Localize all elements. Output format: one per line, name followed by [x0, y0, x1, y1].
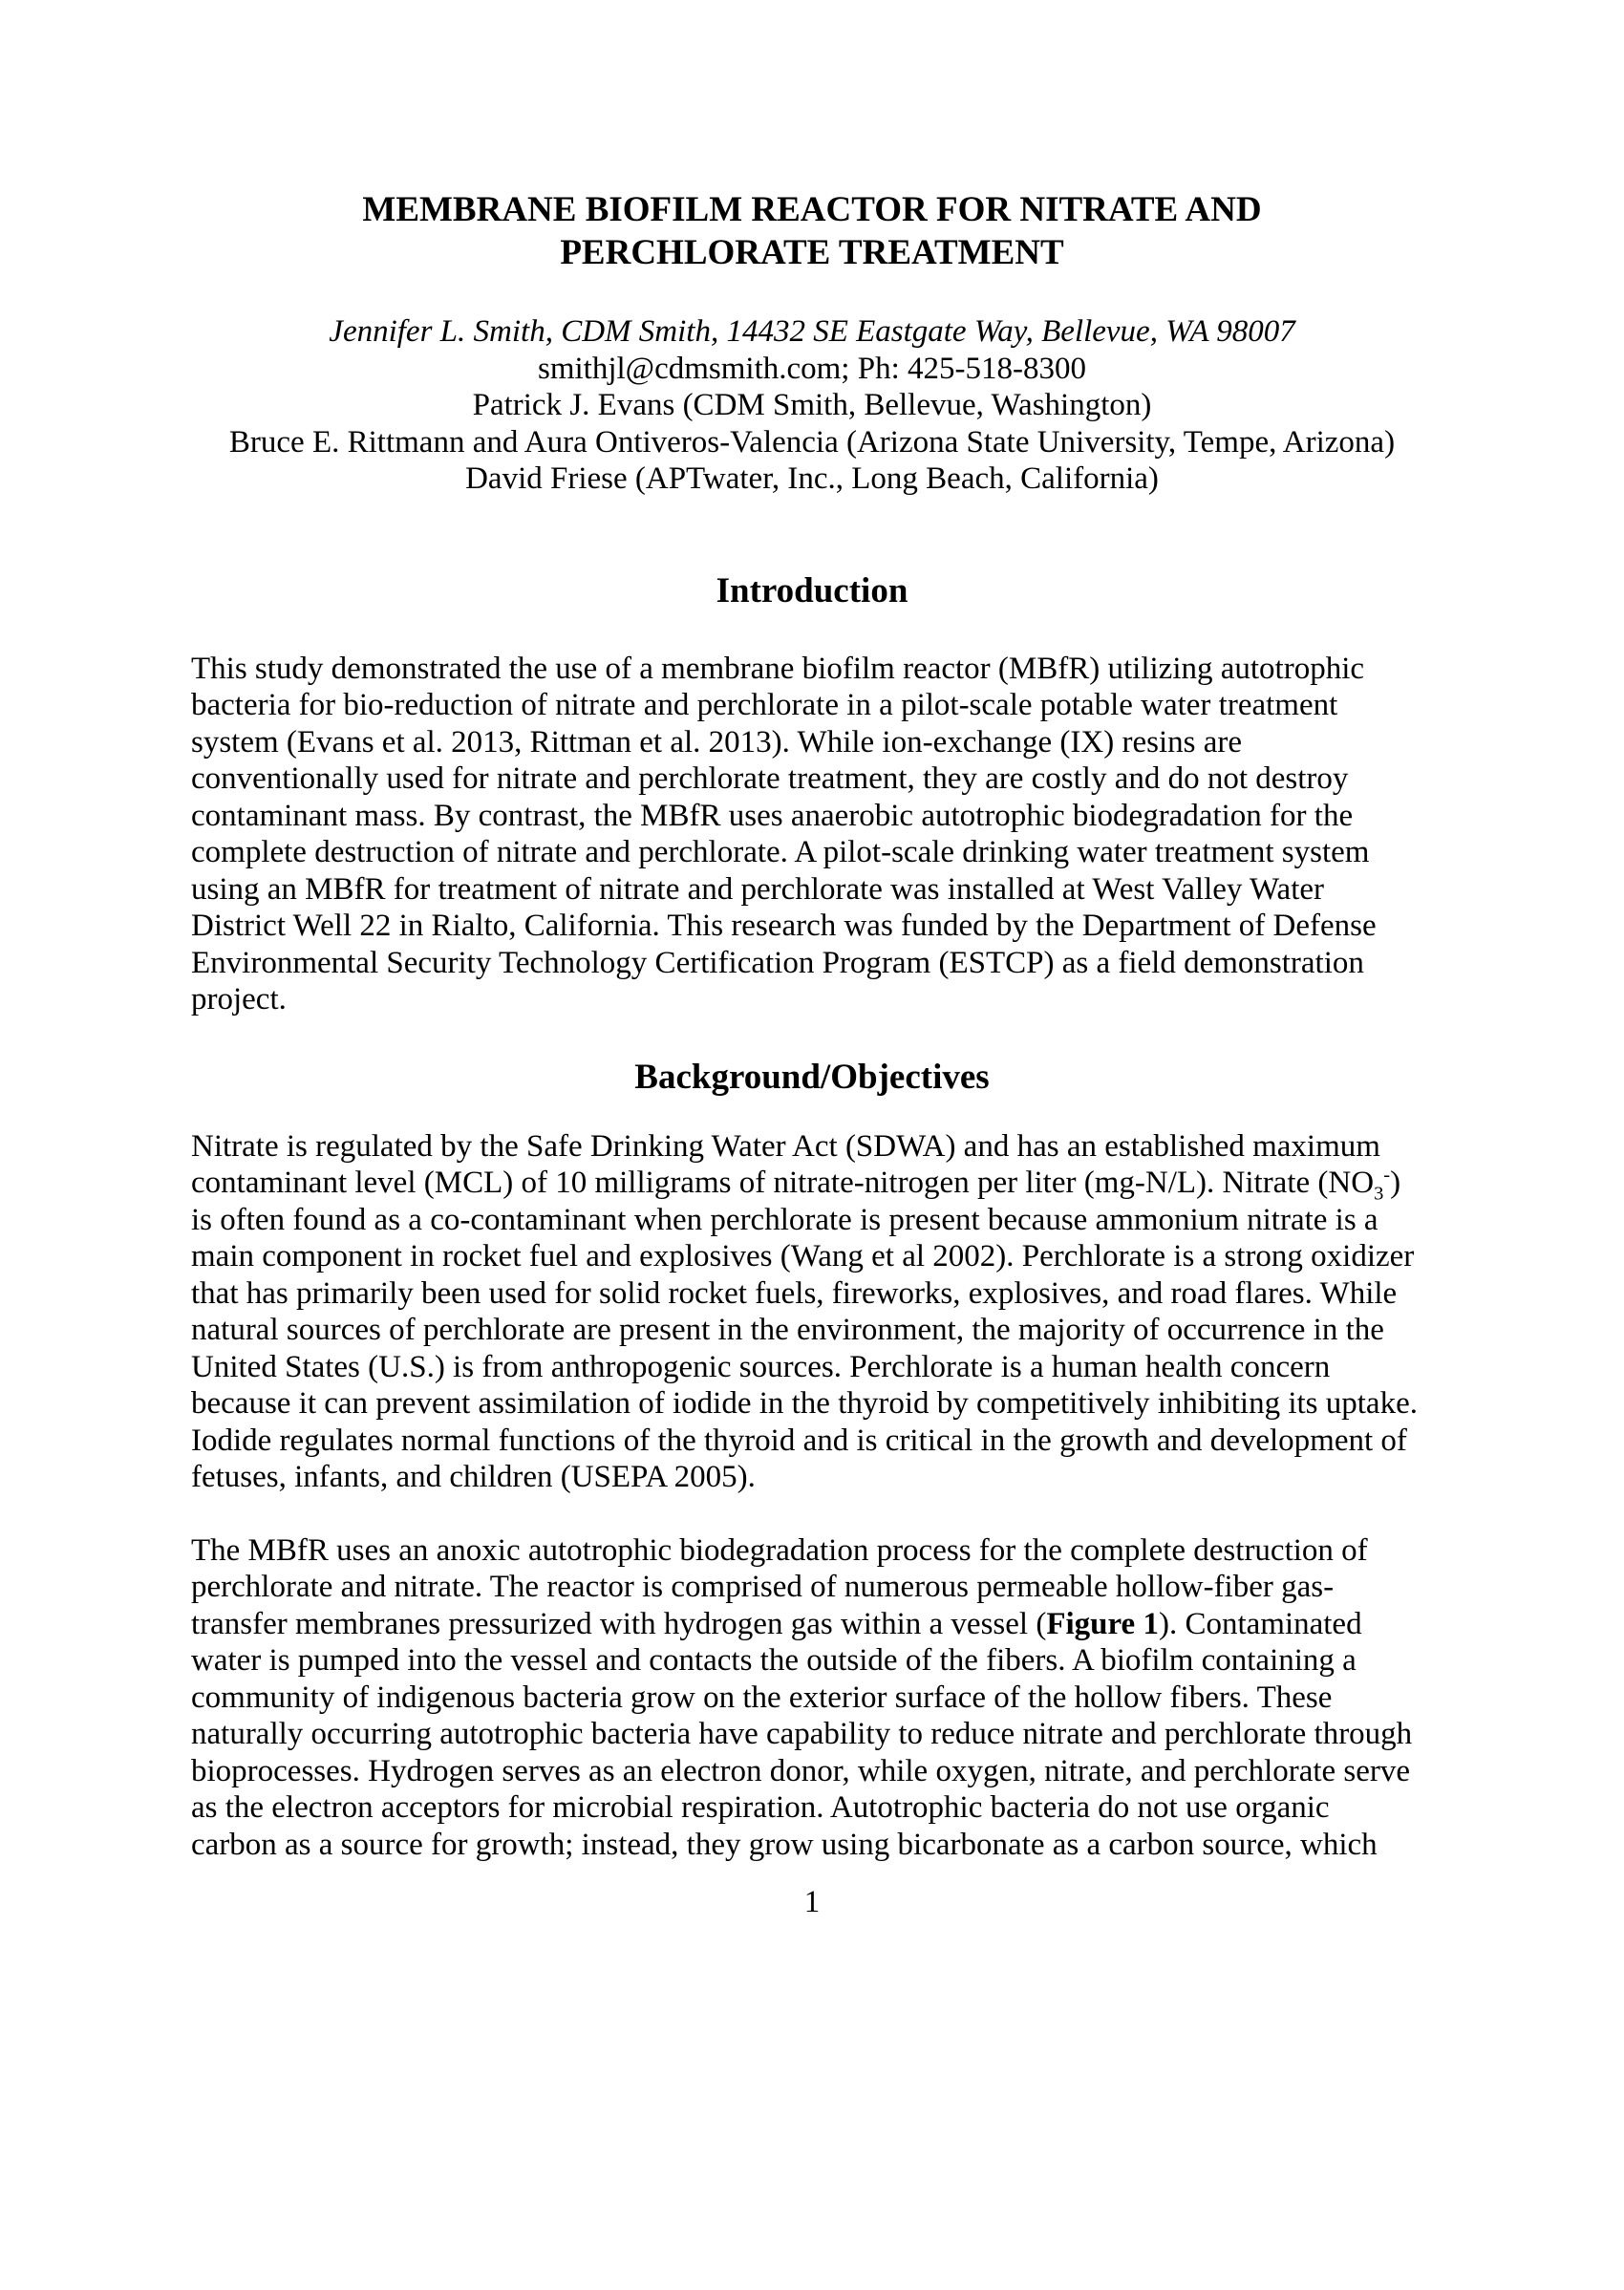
text-line: Patrick J. Evans (CDM Smith, Bellevue, Washington) [472, 388, 1152, 422]
text-line: MEMBRANE BIOFILM REACTOR FOR NITRATE AND [362, 190, 1262, 229]
text-line: because it can prevent assimilation of iodide in the thyroid by competitively inhibiting its uptake. [191, 1386, 1418, 1421]
text-line: Nitrate is regulated by the Safe Drinking Water Act (SDWA) and has an established maximum [191, 1128, 1380, 1164]
page-number: 1 [803, 1885, 821, 1919]
text-line: Iodide regulates normal functions of the thyroid and is critical in the growth and development of [191, 1423, 1407, 1458]
text-line: Environmental Security Technology Certification Program (ESTCP) as a field demonstration [191, 945, 1364, 980]
text-line: water is pumped into the vessel and contacts the outside of the fibers. A biofilm containing a [191, 1643, 1357, 1678]
document-page [0, 188, 1624, 2290]
text-line: main component in rocket fuel and explosives (Wang et al 2002). Perchlorate is a strong oxidizer [191, 1239, 1415, 1273]
text-line: perchlorate and nitrate. The reactor is comprised of numerous permeable hollow-fiber gas- [191, 1570, 1335, 1604]
background-paragraph-1 [191, 1128, 1433, 1496]
section-heading-introduction: Introduction [716, 570, 908, 610]
text-line: contaminant level (MCL) of 10 milligrams of nitrate-nitrogen per liter (mg-N/L). Nitrate $(NO_3^-)$ [191, 1165, 1401, 1205]
text-line: using an MBfR for treatment of nitrate and perchlorate was installed at West Valley Water [191, 871, 1325, 907]
text-line: contaminant mass. By contrast, the MBfR uses anaerobic autotrophic biodegradation for the [191, 798, 1354, 833]
text-line: is often found as a co-contaminant when perchlorate is present because ammonium nitrate is a [191, 1202, 1378, 1237]
text-line: bacteria for bio-reduction of nitrate and perchlorate in a pilot-scale potable water treatment [191, 688, 1338, 722]
text-line: naturally occurring autotrophic bacteria have capability to reduce nitrate and perchlorate through [191, 1717, 1413, 1751]
text-line: community of indigenous bacteria grow on the exterior surface of the hollow fibers. These [191, 1680, 1333, 1715]
text-line: that has primarily been used for solid rocket fuels, fireworks, explosives, and road flares. While [191, 1275, 1398, 1311]
author-block [191, 313, 1433, 498]
text-line: natural sources of perchlorate are present in the environment, the majority of occurrence in the [191, 1313, 1384, 1347]
introduction-paragraph [191, 651, 1433, 1018]
text-line: PERCHLORATE TREATMENT [560, 233, 1064, 272]
text-line: complete destruction of nitrate and perchlorate. A pilot-scale drinking water treatment system [191, 835, 1370, 869]
author-affiliation-line: Jennifer L. Smith, CDM Smith, 14432 SE Eastgate Way, Bellevue, WA 98007 [329, 314, 1295, 349]
text-line: carbon as a source for growth; instead, they grow using bicarbonate as a carbon source, which [191, 1827, 1378, 1862]
text-line: transfer membranes pressurized with hydrogen gas within a vessel (Figure 1). Contaminated [191, 1606, 1362, 1641]
text-line: system (Evans et al. 2013, Rittman et al. 2013). While ion-exchange (IX) resins are [191, 724, 1242, 760]
text-line: conventionally used for nitrate and perchlorate treatment, they are costly and do not destroy [191, 761, 1349, 796]
text-line: Bruce E. Rittmann and Aura Ontiveros-Valencia (Arizona State University, Tempe, Arizona) [228, 424, 1396, 460]
text-line: as the electron acceptors for microbial respiration. Autotrophic bacteria do not use organic [191, 1790, 1330, 1825]
section-heading-background-objectives: Background/Objectives [634, 1057, 990, 1097]
paper-title [191, 188, 1433, 274]
text-line: United States (U.S.) is from anthropogenic sources. Perchlorate is a human health concern [191, 1349, 1331, 1384]
author-contact-lines [191, 351, 1433, 498]
text-line: District Well 22 in Rialto, California. This research was funded by the Department of Defense [191, 909, 1377, 943]
text-line: This study demonstrated the use of a membrane biofilm reactor (MBfR) utilizing autotrophic [191, 651, 1365, 686]
text-line: fetuses, infants, and children (USEPA 2005). [191, 1460, 756, 1494]
text-line: David Friese (APTwater, Inc., Long Beach, California) [465, 461, 1159, 496]
text-line: The MBfR uses an anoxic autotrophic biodegradation process for the complete destruction of [191, 1532, 1368, 1568]
text-line: smithjl@cdmsmith.com; Ph: 425-518-8300 [538, 351, 1086, 386]
text-line: bioprocesses. Hydrogen serves as an electron donor, while oxygen, nitrate, and perchlorate serve [191, 1753, 1411, 1788]
background-paragraph-2 [191, 1532, 1433, 1864]
text-line: project. [191, 982, 287, 1017]
